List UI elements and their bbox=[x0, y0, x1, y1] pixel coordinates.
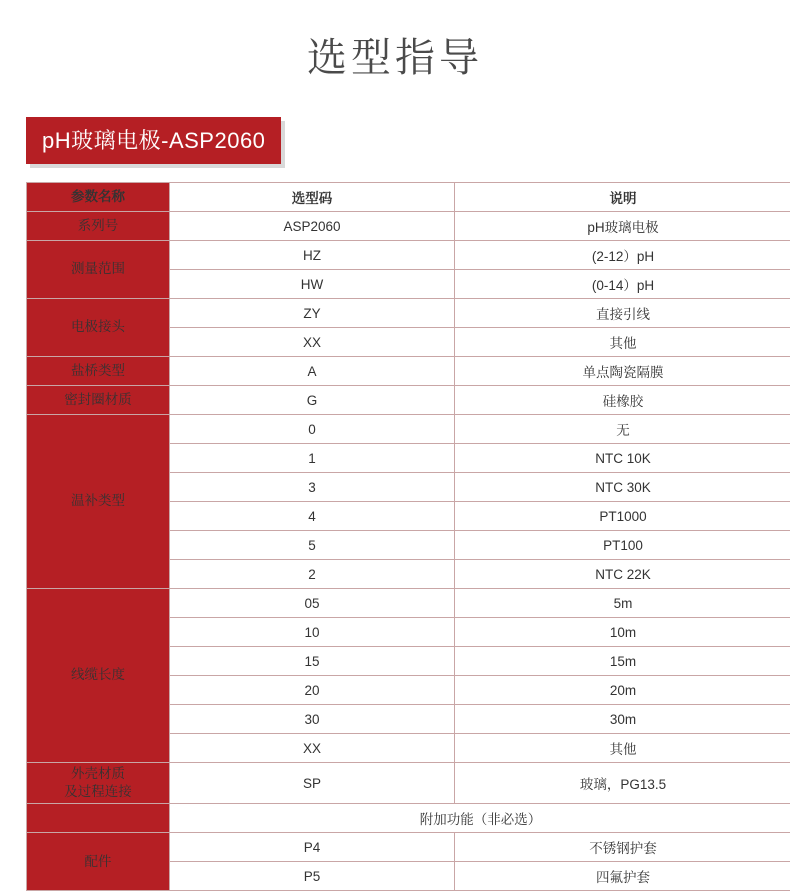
table-row bbox=[27, 357, 790, 386]
addon-title: 附加功能（非必选） bbox=[170, 804, 790, 833]
row-desc: (0-14）pH bbox=[455, 270, 790, 299]
row-desc: 四氟护套 bbox=[455, 862, 790, 891]
row-code: 15 bbox=[170, 647, 455, 676]
row-desc: 不锈钢护套 bbox=[455, 833, 790, 862]
row-label: 系列号 bbox=[27, 212, 170, 241]
row-desc: PT1000 bbox=[455, 502, 790, 531]
row-label: 盐桥类型 bbox=[27, 357, 170, 386]
table-header-row bbox=[27, 183, 790, 212]
model-banner-container bbox=[0, 117, 790, 164]
page-title: 选型指导 bbox=[0, 0, 790, 93]
row-code: 5 bbox=[170, 531, 455, 560]
row-code: XX bbox=[170, 328, 455, 357]
row-desc: 单点陶瓷隔膜 bbox=[455, 357, 790, 386]
row-desc: 其他 bbox=[455, 734, 790, 763]
row-code: 2 bbox=[170, 560, 455, 589]
table-row bbox=[27, 212, 790, 241]
addon-spacer bbox=[27, 804, 170, 833]
row-label: 配件 bbox=[27, 833, 170, 891]
row-desc: 硅橡胶 bbox=[455, 386, 790, 415]
row-code: 05 bbox=[170, 589, 455, 618]
row-code: 30 bbox=[170, 705, 455, 734]
row-desc: 15m bbox=[455, 647, 790, 676]
selection-table bbox=[26, 182, 790, 891]
row-label: 密封圈材质 bbox=[27, 386, 170, 415]
row-desc: 其他 bbox=[455, 328, 790, 357]
row-desc: 5m bbox=[455, 589, 790, 618]
row-label: 线缆长度 bbox=[27, 589, 170, 763]
table-row bbox=[27, 415, 790, 444]
row-desc: NTC 22K bbox=[455, 560, 790, 589]
table-row bbox=[27, 386, 790, 415]
row-desc: NTC 10K bbox=[455, 444, 790, 473]
header-param: 参数名称 bbox=[27, 183, 170, 212]
row-code: SP bbox=[170, 763, 455, 804]
row-code: 4 bbox=[170, 502, 455, 531]
row-desc: 无 bbox=[455, 415, 790, 444]
row-code: ZY bbox=[170, 299, 455, 328]
row-code: A bbox=[170, 357, 455, 386]
header-code: 选型码 bbox=[170, 183, 455, 212]
row-desc: 20m bbox=[455, 676, 790, 705]
row-desc: 10m bbox=[455, 618, 790, 647]
row-code: 0 bbox=[170, 415, 455, 444]
row-code: G bbox=[170, 386, 455, 415]
row-label: 电极接头 bbox=[27, 299, 170, 357]
row-code: P4 bbox=[170, 833, 455, 862]
row-code: 1 bbox=[170, 444, 455, 473]
row-code: HZ bbox=[170, 241, 455, 270]
model-banner: pH玻璃电极-ASP2060 bbox=[26, 117, 281, 164]
row-label: 外壳材质 及过程连接 bbox=[27, 763, 170, 804]
table-row bbox=[27, 763, 790, 804]
table-row bbox=[27, 589, 790, 618]
table-row bbox=[27, 241, 790, 270]
row-code: 3 bbox=[170, 473, 455, 502]
row-desc: 直接引线 bbox=[455, 299, 790, 328]
table-row bbox=[27, 299, 790, 328]
row-code: 10 bbox=[170, 618, 455, 647]
row-code: HW bbox=[170, 270, 455, 299]
row-desc: (2-12）pH bbox=[455, 241, 790, 270]
row-desc: NTC 30K bbox=[455, 473, 790, 502]
row-desc: pH玻璃电极 bbox=[455, 212, 790, 241]
header-desc: 说明 bbox=[455, 183, 790, 212]
row-code: 20 bbox=[170, 676, 455, 705]
row-desc: 玻璃，PG13.5 bbox=[455, 763, 790, 804]
row-code: P5 bbox=[170, 862, 455, 891]
row-desc: 30m bbox=[455, 705, 790, 734]
row-desc: PT100 bbox=[455, 531, 790, 560]
row-code: XX bbox=[170, 734, 455, 763]
addon-title-row bbox=[27, 804, 790, 833]
row-code: ASP2060 bbox=[170, 212, 455, 241]
row-label: 温补类型 bbox=[27, 415, 170, 589]
row-label: 测量范围 bbox=[27, 241, 170, 299]
table-row bbox=[27, 833, 790, 862]
